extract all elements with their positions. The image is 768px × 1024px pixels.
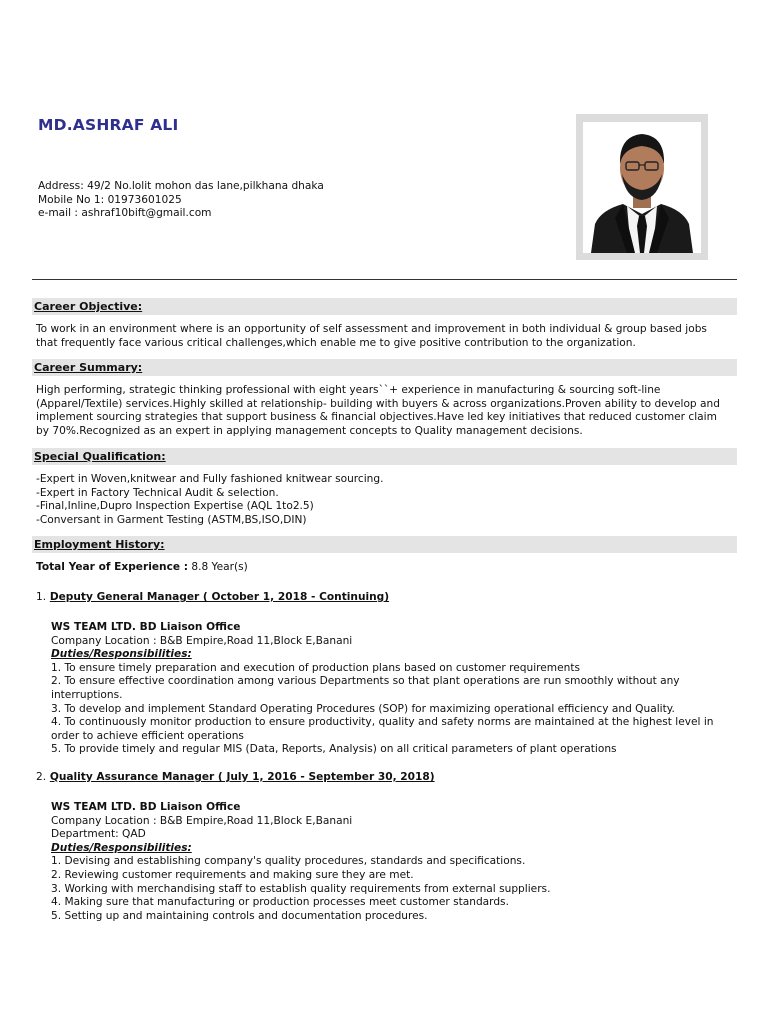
email-line: e-mail : ashraf10bift@gmail.com bbox=[38, 207, 212, 219]
employment-history-header bbox=[32, 536, 737, 553]
career-objective-header bbox=[32, 298, 737, 315]
section-title: Employment History: bbox=[34, 538, 165, 551]
text-line: that frequently face various critical challenges,which enable me to give positive contribution to the organization. bbox=[36, 336, 636, 349]
profile-photo bbox=[583, 122, 701, 253]
duty-item: 4. Making sure that manufacturing or production processes meet customer standards. bbox=[51, 896, 509, 909]
total-experience-label: Total Year of Experience : bbox=[36, 561, 188, 573]
section-title: Career Objective: bbox=[34, 300, 143, 313]
list-item: -Conversant in Garment Testing (ASTM,BS,ISO,DIN) bbox=[36, 513, 307, 526]
address-line: Address: 49/2 No.lolit mohon das lane,pilkhana dhaka bbox=[38, 180, 324, 192]
duty-item: 4. To continuously monitor production to ensure productivity, quality and safety norms are maintained at the highest level in bbox=[51, 716, 714, 729]
text-line: by 70%.Recognized as an expert in applying management concepts to Quality management decisions. bbox=[36, 424, 583, 437]
duty-item: interruptions. bbox=[51, 688, 123, 701]
total-experience bbox=[36, 561, 248, 573]
duty-item: order to achieve efficient operations bbox=[51, 729, 244, 742]
duty-item: 2. Reviewing customer requirements and making sure they are met. bbox=[51, 868, 414, 881]
profile-photo-frame bbox=[576, 114, 708, 260]
special-qualification-header bbox=[32, 448, 737, 465]
company-location: Company Location : B&B Empire,Road 11,Block E,Banani bbox=[51, 814, 353, 827]
career-objective-text bbox=[36, 323, 736, 350]
list-item: -Final,Inline,Dupro Inspection Expertise (AQL 1to2.5) bbox=[36, 500, 314, 513]
job-heading bbox=[36, 771, 435, 783]
department: Department: QAD bbox=[51, 828, 146, 841]
job-title: Quality Assurance Manager ( July 1, 2016 - September 30, 2018) bbox=[49, 771, 435, 783]
duty-item: 3. To develop and implement Standard Operating Procedures (SOP) for maximizing operational efficiency and Quality. bbox=[51, 702, 675, 715]
text-line: To work in an environment where is an opportunity of self assessment and improvement in both individual & group based jobs bbox=[36, 323, 707, 335]
list-item: -Expert in Factory Technical Audit & selection. bbox=[36, 486, 279, 499]
job-details bbox=[51, 621, 741, 757]
section-title: Career Summary: bbox=[34, 361, 143, 374]
duty-item: 2. To ensure effective coordination among various Departments so that plant operations are run smoothly without any bbox=[51, 675, 680, 688]
company-name: WS TEAM LTD. BD Liaison Office bbox=[51, 621, 241, 633]
job-number: 2. bbox=[36, 771, 47, 783]
company-name: WS TEAM LTD. BD Liaison Office bbox=[51, 801, 241, 813]
candidate-name: MD.ASHRAF ALI bbox=[38, 116, 179, 134]
text-line: High performing, strategic thinking professional with eight years``+ experience in manufacturing & sourcing soft-line bbox=[36, 384, 661, 396]
duty-item: 3. Working with merchandising staff to establish quality requirements from external suppliers. bbox=[51, 882, 551, 895]
section-title: Special Qualification: bbox=[34, 450, 166, 463]
job-title: Deputy General Manager ( October 1, 2018 - Continuing) bbox=[49, 591, 390, 603]
company-location: Company Location : B&B Empire,Road 11,Block E,Banani bbox=[51, 634, 353, 647]
career-summary-header bbox=[32, 359, 737, 376]
career-summary-text bbox=[36, 384, 736, 438]
list-item: -Expert in Woven,knitwear and Fully fashioned knitwear sourcing. bbox=[36, 473, 384, 485]
special-qualification-list bbox=[36, 473, 736, 527]
text-line: implement sourcing strategies that support business & financial objectives.Have led key initiatives that reduced customer claim bbox=[36, 411, 717, 424]
duty-item: 5. To provide timely and regular MIS (Data, Reports, Analysis) on all critical parameters of plant operations bbox=[51, 743, 617, 756]
person-portrait-icon bbox=[583, 122, 701, 253]
job-heading bbox=[36, 591, 389, 603]
contact-block bbox=[38, 180, 324, 221]
duties-label: Duties/Responsibilities: bbox=[51, 841, 192, 854]
mobile-line: Mobile No 1: 01973601025 bbox=[38, 193, 182, 206]
duty-item: 5. Setting up and maintaining controls and documentation procedures. bbox=[51, 909, 428, 922]
text-line: (Apparel/Textile) services.Highly skilled at relationship- building with buyers & across organizations.Proven ability to develop and bbox=[36, 397, 720, 410]
duties-label: Duties/Responsibilities: bbox=[51, 648, 192, 661]
duty-item: 1. To ensure timely preparation and execution of production plans based on customer requirements bbox=[51, 661, 580, 674]
job-details bbox=[51, 801, 741, 923]
job-number: 1. bbox=[36, 591, 47, 603]
header-divider bbox=[32, 279, 737, 280]
duty-item: 1. Devising and establishing company's quality procedures, standards and specifications. bbox=[51, 855, 526, 868]
total-experience-value: 8.8 Year(s) bbox=[191, 561, 248, 573]
